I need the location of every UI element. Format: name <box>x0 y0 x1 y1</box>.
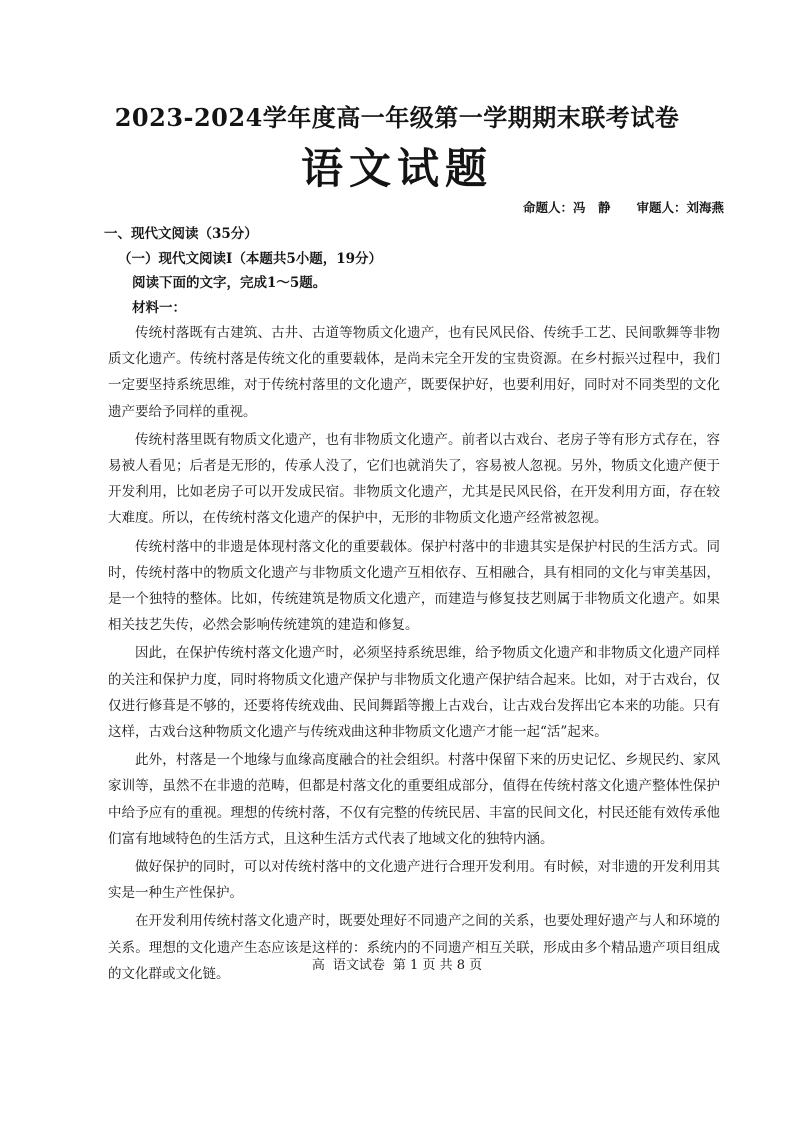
paragraph-3: 传统村落中的非遗是体现村落文化的重要载体。保护村落中的非遗其实是保护村民的生活方式。同时，传统村落中的物质文化遗产与非物质文化遗产互相依存、互相融合，具有相同的文化与审美基因，是一个独特的整体。比如，传统建筑是物质文化遗产，而建造与修复技艺则属于非物质文化遗产。如果相关技艺失传，必然会影响传统建筑的建造和修复。 <box>108 538 720 634</box>
paragraph-7: 在开发利用传统村落文化遗产时，既要处理好不同遗产之间的关系，也要处理好遗产与人和环境的关系。理想的文化遗产生态应该是这样的：系统内的不同遗产相互关联，形成由多个精品遗产项目组成的文化群或文化链。 <box>108 913 720 982</box>
paragraph-5: 此外，村落是一个地缘与血缘高度融合的社会组织。村落中保留下来的历史记忆、乡规民约、家风家训等，虽然不在非遗的范畴，但都是村落文化的重要组成部分，值得在传统村落文化遗产整体性保护中给予应有的重视。理想的传统村落，不仅有完整的传统民居、丰富的民间文化，村民还能有效传承他们富有地域特色的生活方式，且这种生活方式代表了地域文化的独特内涵。 <box>108 752 720 847</box>
paragraph-6: 做好保护的同时，可以对传统村落中的文化遗产进行合理开发利用。有时候，对非遗的开发利用其实是一种生产性保护。 <box>108 859 720 902</box>
author-line <box>519 198 724 216</box>
exam-title: 2023-2024学年度高一年级第一学期期末联考试卷 <box>114 103 680 132</box>
footer-page: 第 1 页 共 8 页 <box>392 958 483 973</box>
material-label: 材料一： <box>132 299 186 316</box>
paragraph-1: 传统村落既有古建筑、古井、古道等物质文化遗产，也有民风民俗、传统手工艺、民间歌舞等非物质文化遗产。传统村落是传统文化的重要载体，是尚未完全开发的宝贵资源。在乡村振兴过程中，我们一定要坚持系统思维，对于传统村落里的文化遗产，既要保护好，也要利用好，同时对不同类型的文化遗产要给予同样的重视。 <box>108 325 720 420</box>
instruction: 阅读下面的文字，完成1～5题。 <box>132 275 327 291</box>
author-label: 命题人：冯 静 <box>522 200 611 215</box>
section-heading: 一、现代文阅读（35分） <box>104 226 258 242</box>
reviewer-label: 审题人：刘海燕 <box>636 200 724 215</box>
paragraph-2: 传统村落里既有物质文化遗产，也有非物质文化遗产。前者以古戏台、老房子等有形方式存在，容易被人看见；后者是无形的，传承人没了，它们也就消失了，容易被人忽视。另外，物质文化遗产便于开发利用，比如老房子可以开发成民宿。非物质文化遗产，尤其是民风民俗，在开发利用方面，存在较大难度。所以，在传统村落文化遗产的保护中，无形的非物质文化遗产经常被忽视。 <box>108 431 720 527</box>
footer-doc: 语文试卷 <box>332 958 385 973</box>
subject-title: 语文试题 <box>300 144 493 193</box>
page-footer <box>0 954 794 973</box>
page-content <box>104 222 720 989</box>
subsection-heading: （一）现代文阅读Ⅰ（本题共5小题，19分） <box>118 250 382 267</box>
paragraph-4: 因此，在保护传统村落文化遗产时，必须坚持系统思维，给予物质文化遗产和非物质文化遗产同样的关注和保护力度，同时将物质文化遗产保护与非物质文化遗产保护结合起来。比如，对于古戏台，仅仅进行修葺是不够的，还要将传统戏曲、民间舞蹈等搬上古戏台，让古戏台发挥出它本来的功能。只有这样，古戏台这种物质文化遗产与传统戏曲这种非物质文化遗产才能一起“活”起来。 <box>108 645 720 741</box>
footer-grade: 高 <box>311 958 325 973</box>
